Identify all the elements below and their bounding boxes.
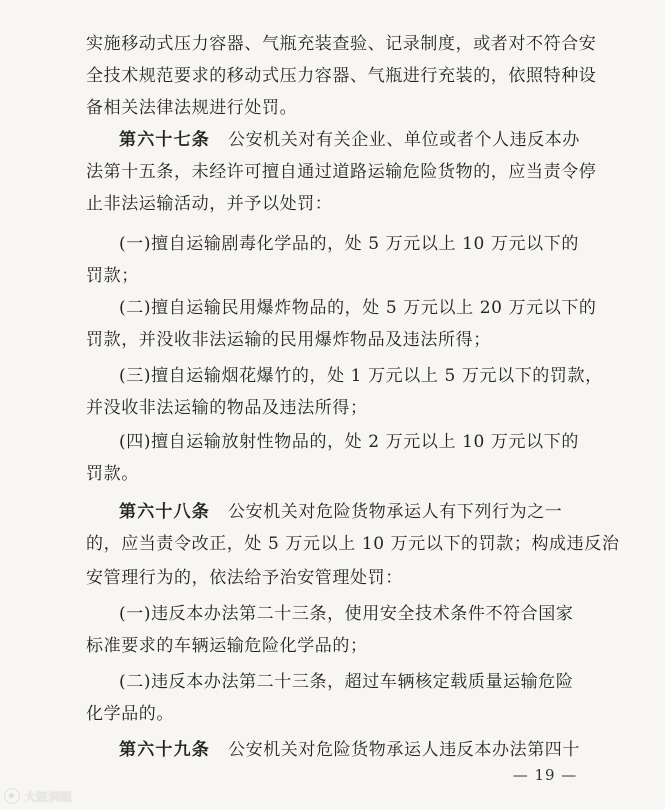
text-line: 安管理行为的，依法给予治安管理处罚： [86,568,403,588]
text-line: 的，应当责令改正，处 5 万元以上 10 万元以下的罚款；构成违反治 [86,534,620,554]
text-line: 罚款，并没收非法运输的民用爆炸物品及违法所得； [86,330,491,350]
text-line: 罚款； [86,266,139,286]
watermark [4,786,72,806]
article-69-heading-line: 第六十九条 公安机关对危险货物承运人违反本办法第四十 [119,740,580,760]
article-number: 第六十七条 [119,130,210,150]
text-line: 化学品的。 [86,704,174,724]
article-number: 第六十八条 [119,502,210,522]
text-line: 实施移动式压力容器、气瓶充装查验、记录制度，或者对不符合安 [86,34,597,54]
watermark-logo-icon [4,788,20,804]
text-line: 罚款。 [86,464,139,484]
text-line: 全技术规范要求的移动式压力容器、气瓶进行充装的，依照特种设 [86,66,597,86]
list-item-line: (二)擅自运输民用爆炸物品的，处 5 万元以上 20 万元以下的 [119,298,597,318]
text-line: 法第十五条，未经许可擅自通过道路运输危险货物的，应当责令停 [86,162,597,182]
text-line: 标准要求的车辆运输危险化学品的； [86,636,368,656]
text-line: 备相关法律法规进行处罚。 [86,98,298,118]
text-line: 止非法运输活动，并予以处罚： [86,194,333,214]
article-67-heading-line: 第六十七条 公安机关对有关企业、单位或者个人违反本办 [119,130,580,150]
list-item-line: (二)违反本办法第二十三条，超过车辆核定载质量运输危险 [119,672,574,692]
watermark-text: 大鼓洞眼 [24,789,73,804]
list-item-line: (四)擅自运输放射性物品的，处 2 万元以上 10 万元以下的 [119,432,579,452]
article-number: 第六十九条 [119,740,210,760]
text-line: 并没收非法运输的物品及违法所得； [86,398,368,418]
list-item-line: (一)违反本办法第二十三条，使用安全技术条件不符合国家 [119,604,574,624]
page-number: — 19 — [512,766,578,784]
list-item-line: (三)擅自运输烟花爆竹的，处 1 万元以上 5 万元以下的罚款， [119,366,603,386]
list-item-line: (一)擅自运输剧毒化学品的，处 5 万元以上 10 万元以下的 [119,234,579,254]
article-68-heading-line: 第六十八条 公安机关对危险货物承运人有下列行为之一 [119,502,563,522]
